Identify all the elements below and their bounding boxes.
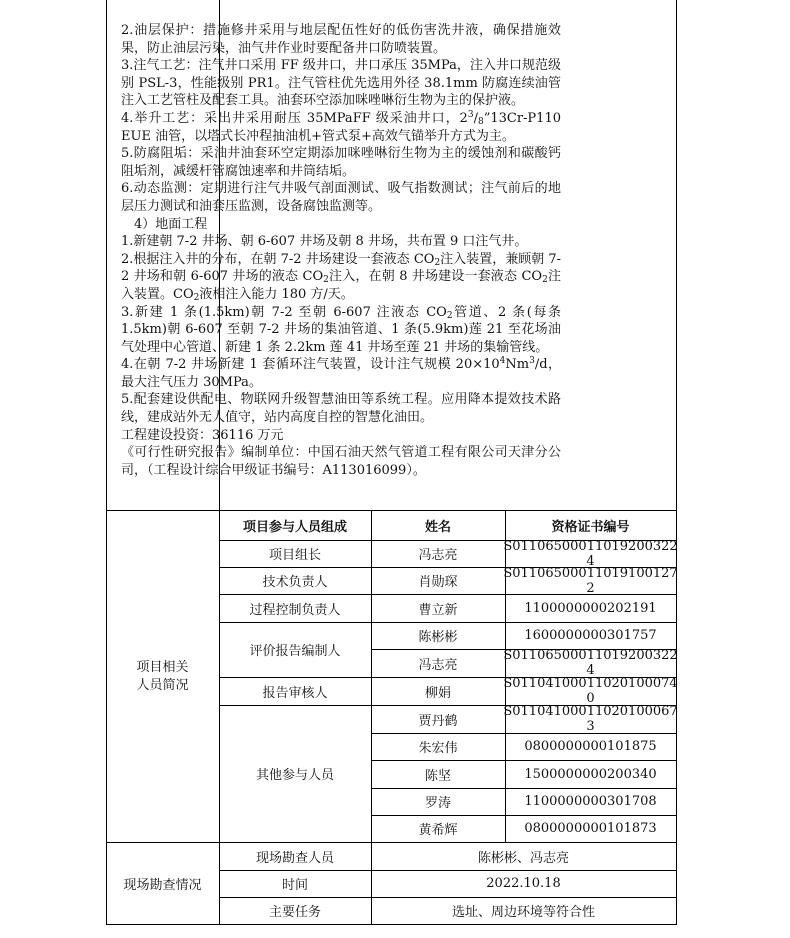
survey-value-time: 2022.10.18 [486, 876, 561, 891]
header-cert: 资格证书编号 [551, 520, 630, 535]
survey-label-task: 主要任务 [268, 905, 321, 920]
survey-section-label: 现场勘查情况 [123, 877, 202, 893]
cert-number: S01106500011019200322​4 [503, 538, 678, 569]
cert-number: 1500000000200340 [524, 766, 657, 782]
person-name: 罗涛 [424, 796, 451, 811]
cert-number: 1100000000301708 [524, 794, 657, 809]
desc-supporting-systems: 5.配套建设供配电、物联网升级智慧油田等系统工程。应用降本提效技术路线，建成站外无人值守，站内高度自控的智慧化油田。 [121, 392, 561, 426]
personnel-section-label: 项目相关 人员简况 [136, 659, 189, 693]
desc-oil-layer-protection: 2.油层保护：措施修井采用与地层配伍性好的低伤害洗井液，确保措施效果，防止油层污染，油气井作业时要配备井口防喷装置。 [121, 23, 561, 56]
header-role: 项目参与人员组成 [242, 520, 347, 535]
cert-number: 1600000000301757 [524, 628, 657, 643]
cert-number: S01104100011020100067​3 [503, 704, 678, 734]
role-leader: 项目组长 [268, 548, 321, 563]
role-author: 评价报告编制人 [249, 644, 341, 659]
person-name: 陈彬彬 [418, 630, 458, 645]
desc-gas-injection: 3.注气工艺：注气井口采用 FF 级井口，井口承压 35MPa，注入井口规范级别 PSL-3，性能级别 PR1。注气管柱优先选用外径 38.1mm 防腐连续油管注入工艺管柱及配套工具。油套环空添加咪唑啉衍生物为主的保护液。 [121, 58, 561, 109]
survey-value-task: 选址、周边环境等符合性 [451, 905, 595, 920]
person-name: 曹立新 [418, 602, 458, 618]
role-reviewer: 报告审核人 [262, 685, 328, 701]
role-tech: 技术负责人 [262, 575, 328, 590]
person-name: 冯志亮 [418, 657, 458, 673]
header-name: 姓名 [424, 520, 451, 535]
person-name: 陈坚 [424, 768, 451, 784]
desc-feasibility-report: 《可行性研究报告》编制单位：中国石油天然气管道工程有限公司天津分公司，（工程设计综合甲级证书编号：A113016099）。 [121, 445, 561, 478]
desc-investment: 工程建设投资：36116 万元 [121, 427, 284, 443]
person-name: 贾丹鹤 [418, 713, 458, 729]
person-name: 肖勋琛 [418, 575, 458, 590]
cert-number: S01104100011020100074​0 [503, 676, 678, 706]
person-name: 黄希辉 [418, 823, 458, 838]
survey-label-personnel: 现场勘查人员 [255, 850, 334, 866]
survey-value-personnel: 陈彬彬、冯志亮 [477, 850, 569, 866]
desc-anticorrosion: 5.防腐阻垢：采油井油套环空定期添加咪唑啉衍生物为主的缓蚀剂和碳酸钙阻垢剂，减缓杆管腐蚀速率和井筒结垢。 [121, 146, 561, 179]
cert-number: 0800000000101873 [524, 821, 657, 836]
cert-number: S01106500011019100127​2 [503, 565, 678, 596]
survey-label-time: 时间 [281, 878, 308, 893]
desc-monitoring: 6.动态监测：定期进行注气井吸气剖面测试、吸气指数测试；注气前后的地层压力测试和油套压监测，设备腐蚀监测等。 [121, 181, 561, 214]
desc-pipelines: 3.新建 1 条(1.5km)朝 7-2 至朝 6-607 注液态 $CO_2$管道、2 条(每条 1.5km)朝 6-607 至朝 7-2 井场的集油管道、1 条(5.9km)莲 21 至花场油气处理中心管道、新建 1 条 2.2km 莲 41 井场至莲 21 井场的集输管线。 [121, 304, 562, 355]
cert-number: 1100000000202191 [524, 600, 657, 616]
cert-number: 0800000000101875 [524, 739, 657, 754]
desc-new-sites: 1.新建朝 7-2 井场、朝 6-607 井场及朝 8 井场，共布置 9 口注气井。 [121, 234, 528, 250]
desc-surface-heading: 4）地面工程 [134, 216, 208, 232]
project-description [121, 22, 561, 479]
desc-recycle-injection: 4.在朝 7-2 井场新建 1 套循环注气装置，设计注气规模 $20\times 10^4Nm^3/d$，最大注气压力 30MPa。 [121, 356, 562, 390]
person-name: 朱宏伟 [418, 741, 458, 756]
role-process: 过程控制负责人 [249, 602, 341, 618]
desc-co2-injection: 2.根据注入井的分布，在朝 7-2 井场建设一套液态 $CO_2$注入装置，兼顾朝 7-2 井场和朝 6-607 井场的液态 $CO_2$注入，在朝 8 井场建设一套液态 $CO_2$注入装置。$CO_2$液相注入能力 180 方/天。 [121, 251, 562, 303]
person-name: 冯志亮 [418, 548, 458, 563]
desc-lifting: 4.举升工艺：采出井采用耐压 35MPaFF 级采油井口，$2^3/_8”13Cr-P110$ EUE 油管，以塔式长冲程抽油机+管式泵+高效气锚举升方式为主。 [121, 109, 561, 144]
role-others: 其他参与人员 [255, 768, 334, 783]
person-name: 柳娟 [424, 685, 451, 701]
cert-number: S01106500011019200322​4 [503, 648, 678, 678]
